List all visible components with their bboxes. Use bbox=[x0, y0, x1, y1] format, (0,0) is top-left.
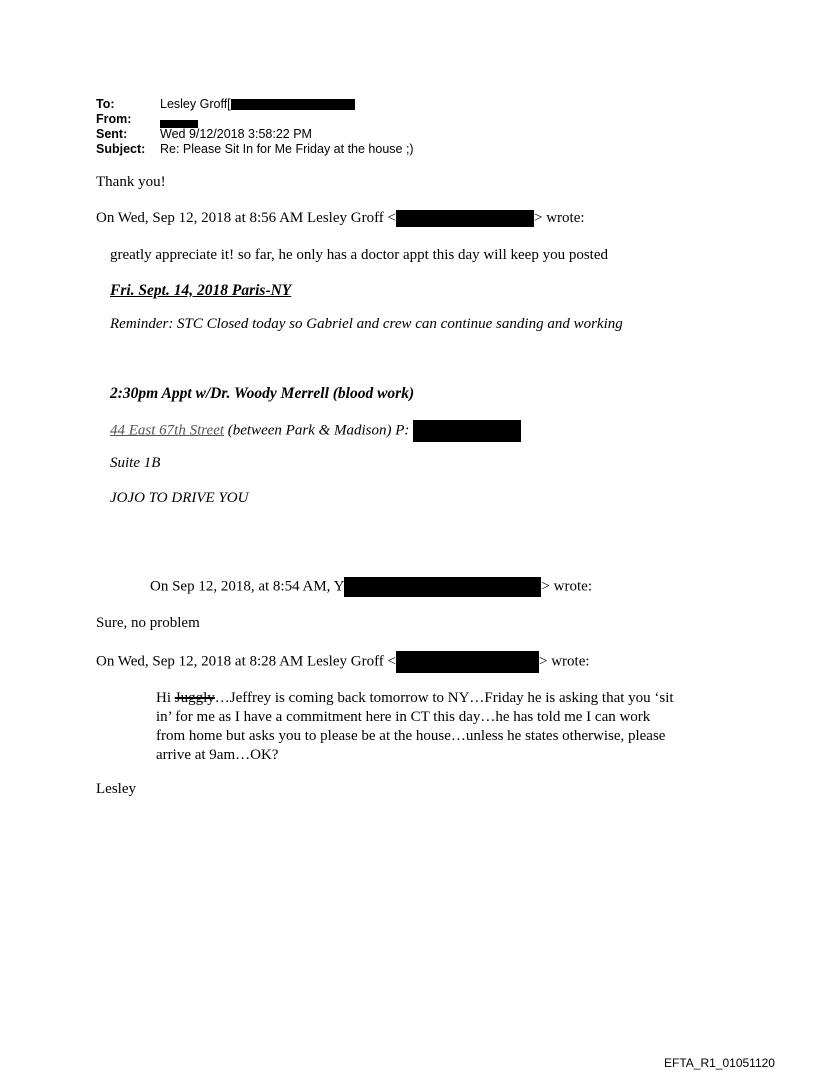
appreciate-text: greatly appreciate it! so far, he only has a doctor appt this day will keep you posted bbox=[110, 247, 608, 263]
quote-suffix: > wrote: bbox=[539, 653, 590, 670]
to-label: To: bbox=[96, 97, 115, 111]
address-rest: (between Park & Madison) P: bbox=[224, 422, 414, 439]
quote-suffix: > wrote: bbox=[534, 210, 585, 226]
quote-line-1 bbox=[96, 210, 585, 227]
suite-text: Suite 1B bbox=[110, 455, 161, 471]
reminder-text: Reminder: STC Closed today so Gabriel and crew can continue sanding and working bbox=[110, 316, 623, 332]
quote-prefix: On Sep 12, 2018, at 8:54 AM, Y bbox=[150, 578, 345, 595]
signature: Lesley bbox=[96, 781, 136, 797]
message-body bbox=[156, 689, 676, 765]
quote-prefix: On Wed, Sep 12, 2018 at 8:28 AM Lesley Groff < bbox=[96, 653, 396, 670]
sent-label: Sent: bbox=[96, 127, 128, 141]
struck-name: Juggly bbox=[174, 690, 215, 706]
sure-text: Sure, no problem bbox=[96, 615, 200, 631]
from-label: From: bbox=[96, 112, 132, 126]
sent-value: Wed 9/12/2018 3:58:22 PM bbox=[160, 127, 312, 141]
quote-line-3 bbox=[96, 651, 590, 673]
redaction-box bbox=[413, 420, 521, 442]
appointment-text: 2:30pm Appt w/Dr. Woody Merrell (blood work) bbox=[110, 385, 415, 402]
quote-line-2 bbox=[150, 577, 592, 597]
to-recipient: Lesley Groff[ bbox=[160, 97, 231, 111]
redaction-box bbox=[344, 577, 541, 597]
address-line bbox=[110, 420, 521, 442]
greeting: Hi bbox=[156, 690, 175, 706]
document-id: EFTA_R1_01051120 bbox=[664, 1056, 775, 1070]
thank-you-text: Thank you! bbox=[96, 174, 166, 190]
quote-prefix: On Wed, Sep 12, 2018 at 8:56 AM Lesley Groff < bbox=[96, 210, 396, 226]
driver-text: JOJO TO DRIVE YOU bbox=[110, 490, 249, 506]
address-link[interactable]: 44 East 67th Street bbox=[110, 422, 225, 439]
quote-suffix: > wrote: bbox=[541, 578, 592, 595]
subject-label: Subject: bbox=[96, 142, 146, 156]
date-heading: Fri. Sept. 14, 2018 Paris-NY bbox=[110, 282, 292, 299]
to-value bbox=[160, 97, 355, 111]
subject-value: Re: Please Sit In for Me Friday at the house ;) bbox=[160, 142, 414, 156]
redaction-box bbox=[396, 210, 534, 227]
redaction-box bbox=[396, 651, 539, 673]
message-body-text: …Jeffrey is coming back tomorrow to NY…Friday he is asking that you ‘sit in’ for me as I have a commitment here in CT this day…he has told me I can work from home but asks you to please be at the house…unless he states otherwise, please arrive at 9am…OK? bbox=[156, 690, 674, 763]
redaction-box bbox=[231, 99, 355, 110]
